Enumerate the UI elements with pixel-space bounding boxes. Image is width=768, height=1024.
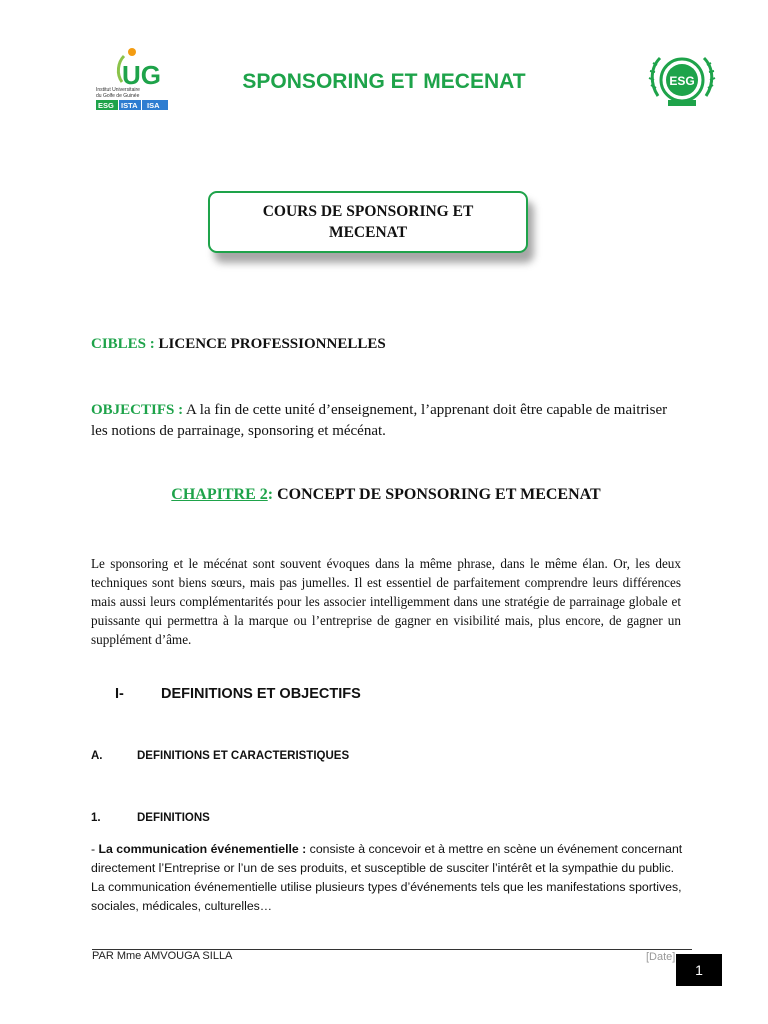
targets-label: CIBLES :	[91, 336, 155, 352]
section-heading-i	[115, 686, 361, 702]
page-number: 1	[676, 954, 722, 986]
logo-badge-ista: ISTA	[121, 101, 138, 110]
definition-text: consiste à concevoir et à mettre en scène un événement concernant directement l’Entreprise or l’un de ses produits, et susceptible de susciter l’intérêt et la sympathie du public. La communication événementielle utilise plusieurs types d’événements tels que les manifestations sportives, sociales, médicales, culturelles…	[91, 842, 683, 913]
logo-line-2: du Golfe de Guinée	[96, 93, 140, 99]
footer-author: PAR Mme AMVOUGA SILLA	[92, 950, 233, 962]
definition-term: La communication événementielle :	[98, 842, 307, 856]
section-a-title: DEFINITIONS ET CARACTERISTIQUES	[137, 750, 350, 762]
logo-badge-esg: ESG	[98, 101, 114, 110]
section-i-title: DEFINITIONS ET OBJECTIFS	[161, 686, 361, 702]
targets-line	[91, 334, 386, 355]
section-i-number: I-	[115, 686, 124, 702]
logo-mark: UG	[122, 60, 161, 90]
section-heading-a	[91, 750, 491, 762]
logo-line-1: Institut Universitaire	[96, 87, 140, 93]
esg-emblem-logo	[648, 48, 716, 112]
section-a-number: A.	[91, 750, 103, 762]
chapter-separator: :	[267, 486, 274, 503]
section-heading-1	[91, 812, 491, 824]
targets-value: LICENCE PROFESSIONNELLES	[158, 336, 386, 352]
course-title-box	[208, 191, 528, 253]
objectives-paragraph	[91, 400, 681, 442]
chapter-title: CONCEPT DE SPONSORING ET MECENAT	[277, 486, 601, 503]
definition-dash: -	[91, 842, 99, 856]
section-1-number: 1.	[91, 812, 101, 824]
document-title: SPONSORING ET MECENAT	[242, 70, 526, 93]
objectives-text: A la fin de cette unité d’enseignement, l’apprenant doit être capable de maitriser les notions de parrainage, sponsoring et mécénat.	[91, 402, 668, 439]
course-title: COURS DE SPONSORING ET MECENAT	[262, 203, 474, 241]
emblem-mark: ESG	[669, 74, 695, 88]
institution-logo	[92, 44, 172, 120]
chapter-number: CHAPITRE 2	[171, 486, 268, 503]
logo-badge-isa: ISA	[147, 101, 160, 110]
intro-paragraph: Le sponsoring et le mécénat sont souvent évoques dans la même phrase, dans le même élan. Or, les deux techniques sont biens sœurs, mais pas jumelles. Il est essentiel de parfaitement comprendre leurs différences mais aussi leurs complémentarités pour les associer intelligemment dans une stratégie de parrainage globale et puissante qui permettra à la marque ou l’entreprise de gagner en visibilité mais, plus encore, de gagner un supplément d’âme.	[91, 556, 681, 647]
section-1-title: DEFINITIONS	[137, 812, 210, 824]
footer-date: [Date]	[646, 951, 676, 963]
definition-paragraph	[91, 840, 683, 916]
chapter-heading	[91, 486, 681, 504]
objectives-label: OBJECTIFS :	[91, 402, 184, 418]
